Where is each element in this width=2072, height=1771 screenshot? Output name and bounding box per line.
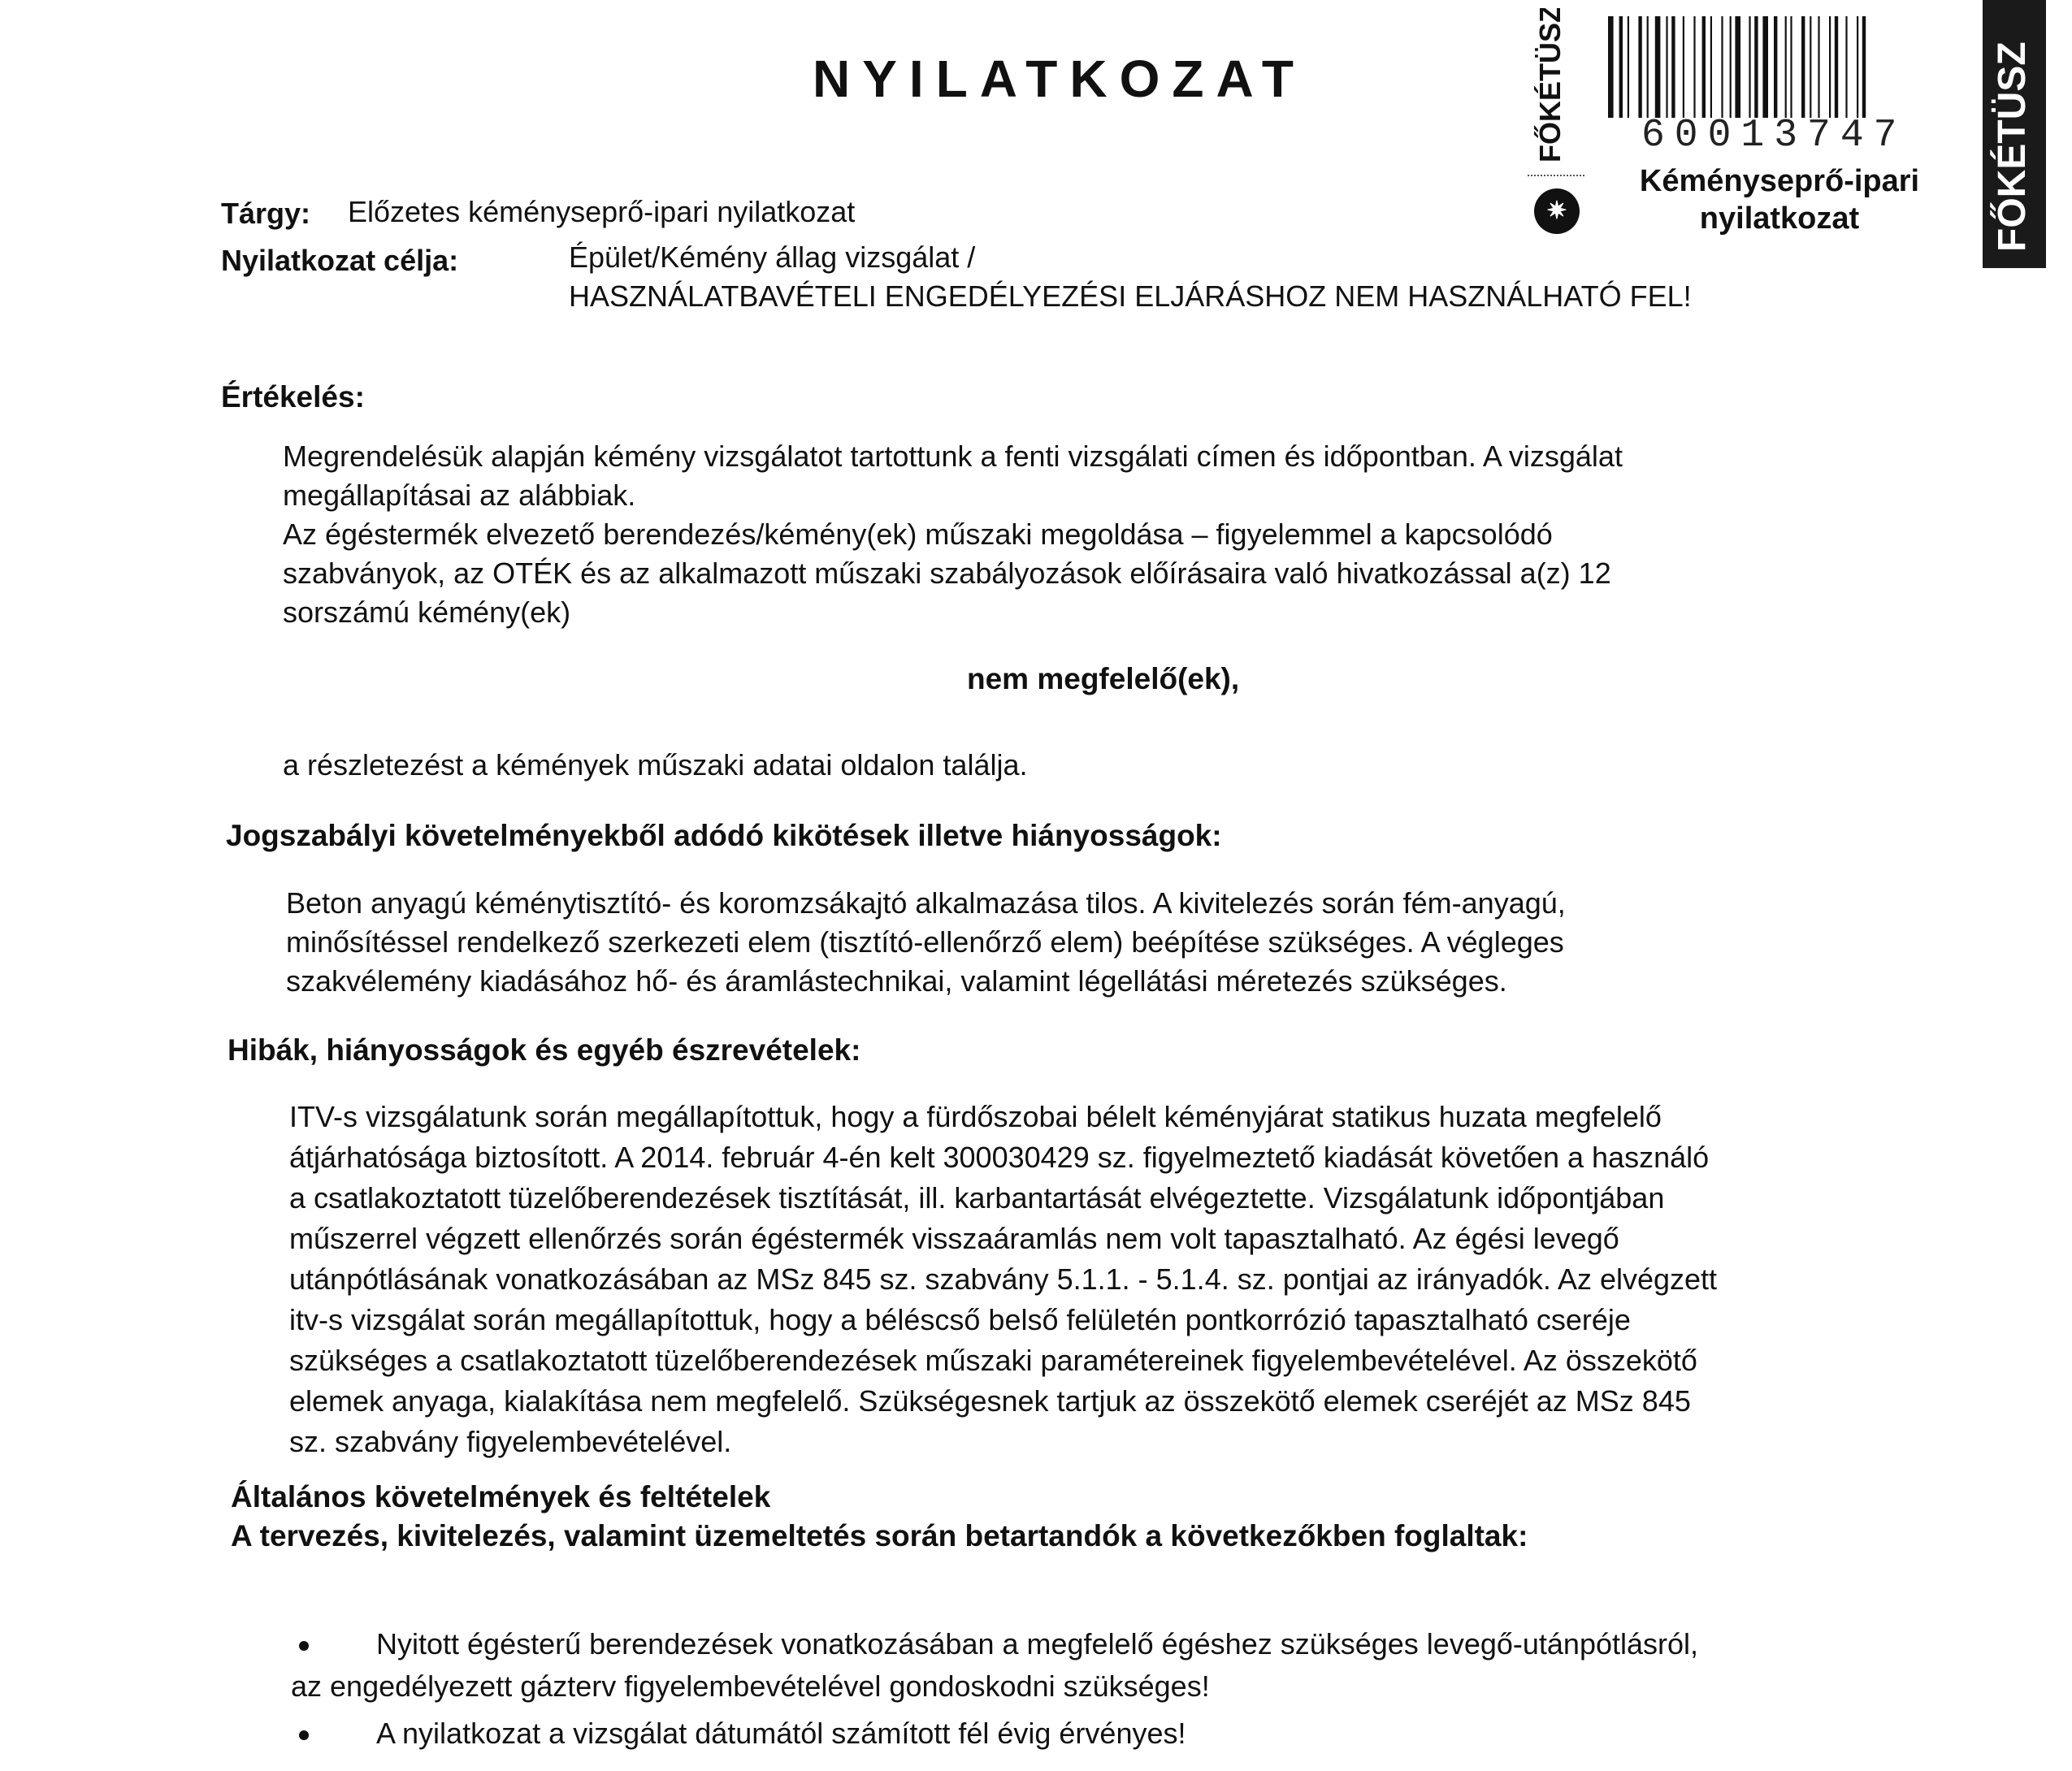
defects-heading: Hibák, hiányosságok és egyéb észrevételek: [228,1033,861,1067]
brand-title [1617,162,1942,237]
evaluation-p1-line1: Megrendelésük alapján kémény vizsgálatot tartottunk a fenti vizsgálati címen és időpontban. A vizsgálat [283,440,1623,473]
legal-line1: Beton anyagú kéménytisztító- és koromzsákajtó alkalmazása tilos. A kivitelezés során fém-anyagú, [286,886,1566,920]
defects-line: itv-s vizsgálat során megállapítottuk, hogy a béléscső belső felületén pontkorrózió tapasztalható cseréje [289,1303,1631,1336]
brand-title-line1: Kéményseprő-ipari [1639,164,1920,198]
purpose-line1: Épület/Kémény állag vizsgálat / [569,240,976,274]
defects-paragraph [289,1097,1717,1462]
bullet-item-2 [299,1713,1186,1755]
legal-heading: Jogszabályi követelményekből adódó kikötések illetve hiányosságok: [226,819,1222,852]
barcode-number: 60013747 [1641,114,1907,158]
defects-line: elemek anyaga, kialakítása nem megfelelő. Szükségesnek tartjuk az összekötő elemek cseréjét az MSz 845 [289,1384,1691,1418]
defects-line: átjárhatósága biztosított. A 2014. február 4-én kelt 300030429 sz. figyelmeztető kiadását követően a használó [289,1141,1710,1174]
evaluation-heading: Értékelés: [221,380,365,414]
bullet-icon [299,1730,309,1740]
bullet-icon [299,1641,309,1651]
brand-vertical-logo [1528,8,1576,171]
bullet-1-line2: az engedélyezett gázterv figyelembevételével gondoskodni szükséges! [291,1669,1210,1703]
defects-line: sz. szabvány figyelembevételével. [289,1425,732,1458]
evaluation-paragraph-1 [283,437,1623,632]
evaluation-p2-line2: szabványok, az OTÉK és az alkalmazott műszaki szabályozások előírásaira való hivatkozással a(z) 12 [283,556,1611,590]
purpose-label: Nyilatkozat célja: [221,244,459,277]
bullet-2-text: A nyilatkozat a vizsgálat dátumától számított fél évig érvényes! [376,1717,1186,1750]
subject-label: Tárgy: [221,197,311,230]
evaluation-p1-line2: megállapításai az alábbiak. [283,478,636,512]
evaluation-p2-line3: sorszámú kémény(ek) [283,595,571,629]
legal-paragraph [286,884,1566,1001]
chimney-sweep-logo-icon: ✷ [1534,188,1580,234]
general-heading-2: A tervezés, kivitelezés, valamint üzemeltetés során betartandók a következőkben foglaltak: [231,1519,1528,1552]
defects-line: a csatlakoztatott tüzelőberendezések tisztítását, ill. karbantartását elvégeztette. Vizsgálatunk időpontjában [289,1181,1665,1215]
evaluation-verdict: nem megfelelő(ek), [967,662,1240,695]
general-heading-1: Általános követelmények és feltételek [231,1480,771,1513]
bullet-item-1 [299,1623,1698,1665]
foketusz-stamp-icon [1983,0,2046,268]
stamp-text: FŐKÉTÜSZ [1991,41,2034,252]
defects-line: ITV-s vizsgálatunk során megállapítottuk, hogy a fürdőszobai bélelt kéményjárat statikus huzata megfelelő [289,1100,1662,1133]
defects-line: műszerrel végzett ellenőrzés során égéstermék visszaáramlás nem volt tapasztalható. Az égési levegő [289,1222,1619,1255]
brand-vertical-text: FŐKÉTÜSZ [1533,8,1567,162]
legal-line2: minősítéssel rendelkező szerkezeti elem (tisztító-ellenőrző elem) beépítése szükséges. A végleges [286,925,1564,959]
document-title: NYILATKOZAT [813,50,1306,108]
defects-line: utánpótlásának vonatkozásában az MSz 845 sz. szabvány 5.1.1. - 5.1.4. sz. pontjai az irányadók. Az elvégzett [289,1262,1718,1296]
evaluation-p2-line1: Az égéstermék elvezető berendezés/kémény(ek) műszaki megoldása – figyelemmel a kapcsolódó [283,517,1553,551]
bullet-1-line1: Nyitott égésterű berendezések vonatkozásában a megfelelő égéshez szükséges levegő-utánpótlásról, [376,1627,1699,1661]
divider [1528,175,1584,176]
purpose-line2: HASZNÁLATBAVÉTELI ENGEDÉLYEZÉSI ELJÁRÁSHOZ NEM HASZNÁLHATÓ FEL! [569,279,1692,313]
barcode-icon [1605,16,1946,122]
evaluation-detail: a részletezést a kémények műszaki adatai oldalon találja. [283,748,1028,782]
defects-line: szükséges a csatlakoztatott tüzelőberendezések műszaki paramétereinek figyelembevételével. Az összekötő [289,1344,1697,1377]
brand-title-line2: nyilatkozat [1699,201,1860,236]
legal-line3: szakvélemény kiadásához hő- és áramlástechnikai, valamint légellátási méretezés szükséges. [286,964,1507,998]
subject-value: Előzetes kéményseprő-ipari nyilatkozat [348,195,856,228]
